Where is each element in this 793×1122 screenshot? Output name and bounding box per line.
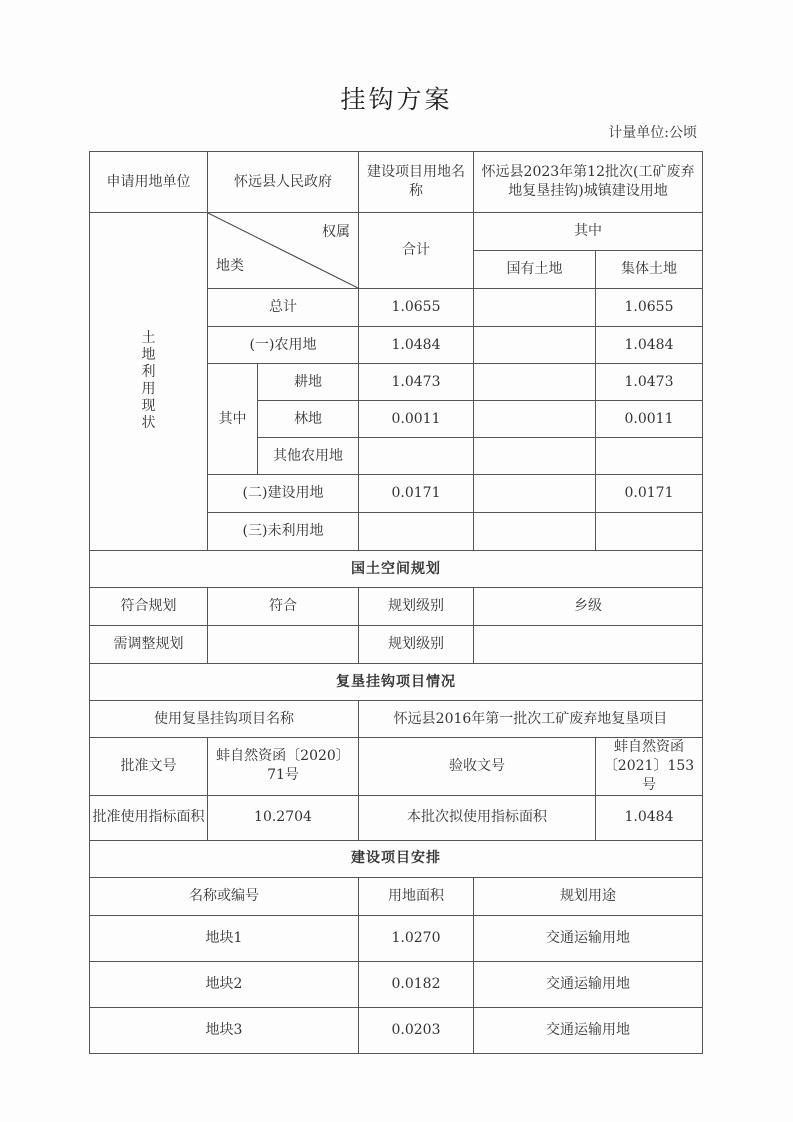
- cell-collective: 1.0473: [596, 364, 703, 401]
- total-col-header: 合计: [359, 213, 474, 289]
- row-label: 耕地: [258, 364, 359, 401]
- batch-area-value: 1.0484: [596, 795, 703, 840]
- cell-collective: [596, 438, 703, 475]
- cell-state: [474, 438, 596, 475]
- document-title: 挂钩方案: [340, 85, 453, 114]
- reclaim-name-row: [90, 701, 703, 738]
- level-value: 乡级: [474, 588, 703, 626]
- parcel-name: 地块1: [90, 915, 359, 961]
- hook-plan-table: [89, 151, 703, 1054]
- cell-collective: [596, 513, 703, 551]
- parcel-use: 交通运输用地: [474, 961, 703, 1007]
- parcel-use: 交通运输用地: [474, 1007, 703, 1053]
- reclaim-approval-row: [90, 738, 703, 796]
- row-label: (二)建设用地: [208, 475, 359, 513]
- cell-sum: [359, 438, 474, 475]
- row-label: (一)农用地: [208, 327, 359, 364]
- level-label-2: 规划级别: [359, 626, 474, 664]
- diag-top-label: 权属: [322, 224, 350, 240]
- conform-label: 符合规划: [90, 588, 208, 626]
- diagonal-header-cell: [208, 213, 359, 289]
- table-row: [90, 1007, 703, 1053]
- row-label: 其他农用地: [258, 438, 359, 475]
- applicant-value: 怀远县人民政府: [208, 152, 359, 213]
- header-row: [90, 152, 703, 213]
- cell-sum: 0.0011: [359, 401, 474, 438]
- parcel-area: 1.0270: [359, 915, 474, 961]
- reclaim-name-label: 使用复垦挂钩项目名称: [90, 701, 359, 738]
- planning-conform-row: [90, 588, 703, 626]
- cell-collective: 1.0484: [596, 327, 703, 364]
- reclaim-area-row: [90, 795, 703, 840]
- approved-area-value: 10.2704: [208, 795, 359, 840]
- cell-state: [474, 289, 596, 327]
- applicant-label: 申请用地单位: [90, 152, 208, 213]
- arrangement-section-title: 建设项目安排: [90, 840, 703, 877]
- row-label: 总计: [208, 289, 359, 327]
- row-label: (三)未利用地: [208, 513, 359, 551]
- landuse-section-label: 土地利用现状: [90, 213, 208, 551]
- landuse-header-row-1: [90, 213, 703, 251]
- cell-collective: 0.0171: [596, 475, 703, 513]
- adjust-label: 需调整规划: [90, 626, 208, 664]
- measurement-unit: 计量单位:公顷: [608, 125, 697, 141]
- col-name-header: 名称或编号: [90, 877, 359, 915]
- state-land-header: 国有土地: [474, 251, 596, 289]
- cell-sum: 1.0655: [359, 289, 474, 327]
- level-value-2: [474, 626, 703, 664]
- cell-sum: 0.0171: [359, 475, 474, 513]
- collective-land-header: 集体土地: [596, 251, 703, 289]
- col-area-header: 用地面积: [359, 877, 474, 915]
- approval-value: 蚌自然资函〔2020〕71号: [208, 738, 359, 796]
- cell-collective: 1.0655: [596, 289, 703, 327]
- cell-state: [474, 513, 596, 551]
- reclaim-name-value: 怀远县2016年第一批次工矿废弃地复垦项目: [359, 701, 703, 738]
- reclaim-section-title: 复垦挂钩项目情况: [90, 664, 703, 701]
- cell-sum: [359, 513, 474, 551]
- row-label: 林地: [258, 401, 359, 438]
- accept-value: 蚌自然资函〔2021〕153号: [596, 738, 703, 796]
- planning-title-row: [90, 551, 703, 588]
- approval-label: 批准文号: [90, 738, 208, 796]
- approved-area-label: 批准使用指标面积: [90, 795, 208, 840]
- parcel-use: 交通运输用地: [474, 915, 703, 961]
- col-use-header: 规划用途: [474, 877, 703, 915]
- of-which-header: 其中: [474, 213, 703, 251]
- planning-adjust-row: [90, 626, 703, 664]
- cell-collective: 0.0011: [596, 401, 703, 438]
- cell-sum: 1.0473: [359, 364, 474, 401]
- adjust-value: [208, 626, 359, 664]
- sub-of-which-label: 其中: [208, 364, 258, 475]
- arrangement-title-row: [90, 840, 703, 877]
- level-label: 规划级别: [359, 588, 474, 626]
- project-value: 怀远县2023年第12批次(工矿废弃地复垦挂钩)城镇建设用地: [474, 152, 703, 213]
- table-row: [90, 915, 703, 961]
- cell-state: [474, 327, 596, 364]
- parcel-area: 0.0203: [359, 1007, 474, 1053]
- conform-value: 符合: [208, 588, 359, 626]
- accept-label: 验收文号: [359, 738, 596, 796]
- arrangement-header-row: [90, 877, 703, 915]
- planning-section-title: 国土空间规划: [90, 551, 703, 588]
- parcel-name: 地块2: [90, 961, 359, 1007]
- parcel-name: 地块3: [90, 1007, 359, 1053]
- batch-area-label: 本批次拟使用指标面积: [359, 795, 596, 840]
- parcel-area: 0.0182: [359, 961, 474, 1007]
- reclaim-title-row: [90, 664, 703, 701]
- cell-state: [474, 475, 596, 513]
- cell-state: [474, 364, 596, 401]
- diag-bottom-label: 地类: [216, 258, 244, 275]
- cell-sum: 1.0484: [359, 327, 474, 364]
- cell-state: [474, 401, 596, 438]
- table-row: [90, 961, 703, 1007]
- project-label: 建设项目用地名称: [359, 152, 474, 213]
